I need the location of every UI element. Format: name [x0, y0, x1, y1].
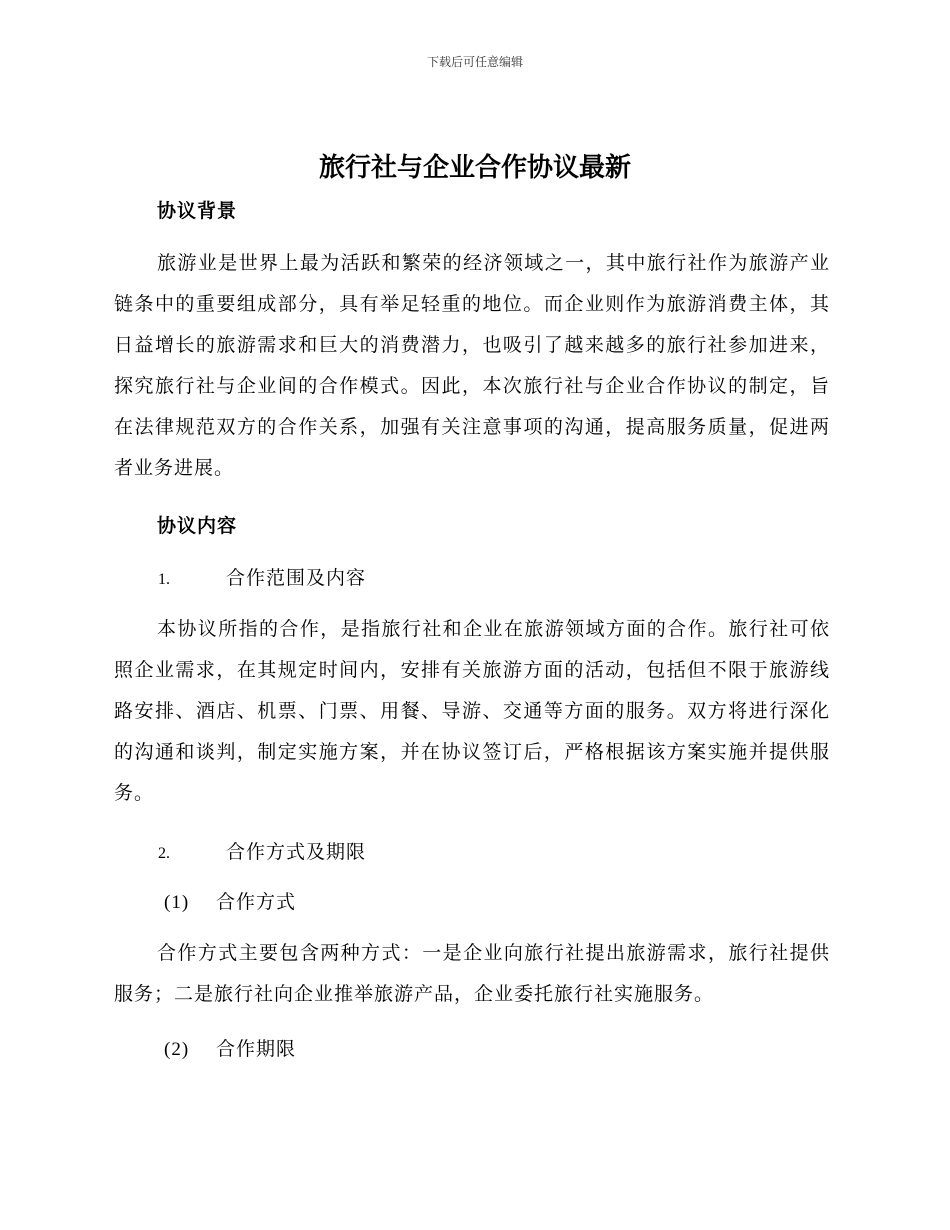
- document-title: 旅行社与企业合作协议最新: [318, 153, 631, 183]
- sub-item-1-title: 合作方式: [216, 891, 297, 913]
- sub-item-1: [164, 890, 296, 915]
- paragraph-background: 旅游业是世界上最为活跃和繁荣的经济领域之一，其中旅行社作为旅游产业链条中的重要组成部分，具有举足轻重的地位。而企业则作为旅游消费主体，其日益增长的旅游需求和巨大的消费潜力，也吸引了越来越多的旅行社参加进来，探究旅行社与企业间的合作模式。因此，本次旅行社与企业合作协议的制定，旨在法律规范双方的合作关系，加强有关注意事项的沟通，提高服务质量，促进两者业务进展。: [114, 252, 830, 479]
- paragraph-item-1: 本协议所指的合作，是指旅行社和企业在旅游领域方面的合作。旅行社可依照企业需求，在其规定时间内，安排有关旅游方面的活动，包括但不限于旅游线路安排、酒店、机票、门票、用餐、导游、交通等方面的服务。双方将进行深化的沟通和谈判，制定实施方案，并在协议签订后，严格根据该方案实施并提供服务。: [114, 618, 830, 804]
- section-heading-background: 协议背景: [157, 200, 238, 222]
- page-header-note: 下载后可任意编辑: [426, 55, 523, 69]
- sub-item-2-number: (2): [164, 1039, 190, 1060]
- section-heading-content: 协议内容: [157, 515, 238, 537]
- sub-item-2-title: 合作期限: [216, 1038, 297, 1060]
- numbered-item-2-title: 合作方式及期限: [226, 841, 367, 863]
- paragraph-sub-item-1: 合作方式主要包含两种方式：一是企业向旅行社提出旅游需求，旅行社提供服务；二是旅行社向企业推举旅游产品，企业委托旅行社实施服务。: [114, 942, 830, 1005]
- numbered-item-1-number: 1.: [158, 571, 170, 588]
- numbered-item-2: [158, 840, 366, 866]
- numbered-item-2-number: 2.: [158, 845, 170, 862]
- sub-item-2: [164, 1037, 296, 1062]
- numbered-item-1-title: 合作范围及内容: [226, 567, 367, 589]
- sub-item-1-number: (1): [164, 892, 190, 913]
- numbered-item-1: [158, 566, 366, 592]
